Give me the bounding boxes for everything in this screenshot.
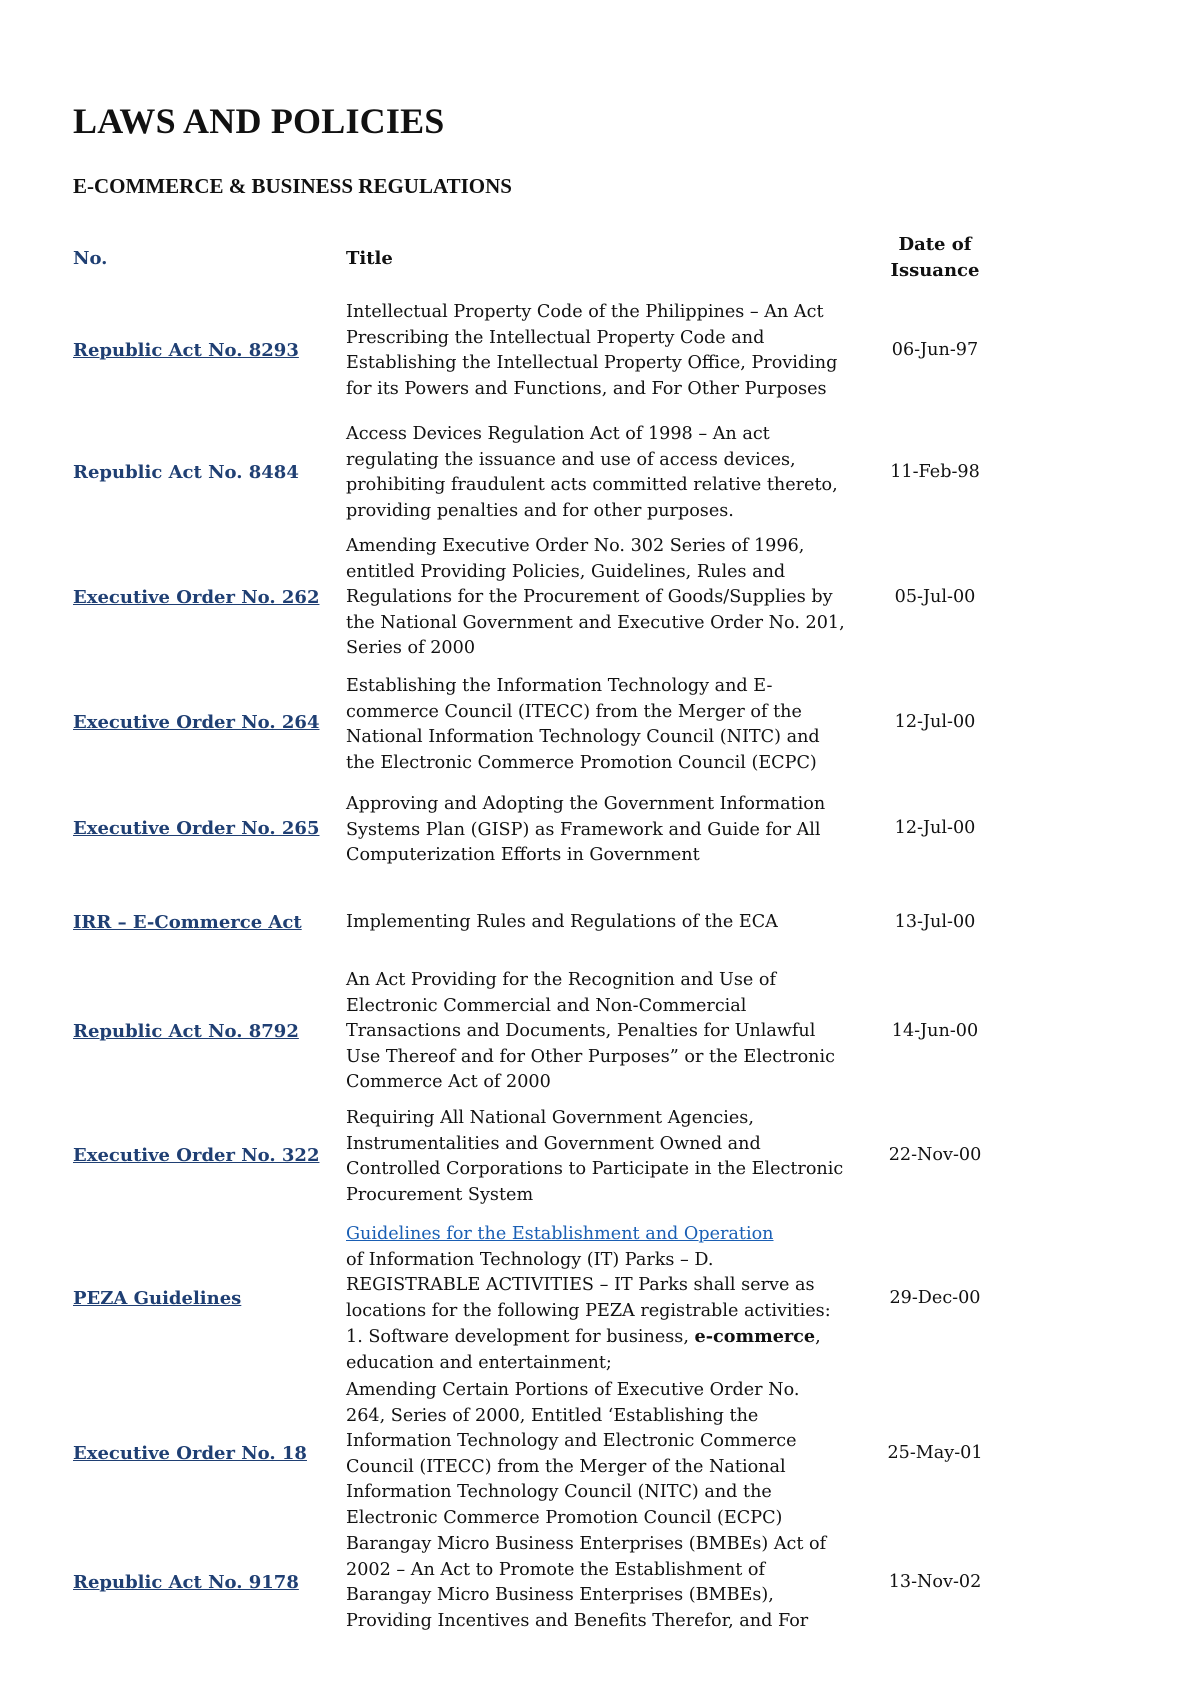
guidelines-link[interactable]: Guidelines for the Establishment and Operation (346, 1224, 774, 1244)
row-number-link[interactable]: Executive Order No. 262 (73, 587, 320, 608)
row-title (346, 300, 846, 402)
row-title (346, 534, 846, 662)
title-line: Amending Certain Portions of Executive Order No. (346, 1380, 800, 1400)
title-line: Transactions and Documents, Penalties for Unlawful (346, 1021, 816, 1041)
title-line: Establishing the Intellectual Property Office, Providing (346, 353, 838, 373)
title-text: , (815, 1327, 821, 1347)
title-line: Electronic Commercial and Non-Commercial (346, 995, 747, 1016)
row-title (346, 792, 846, 869)
row-title (346, 674, 846, 776)
row-date: 13-Jul-00 (894, 912, 976, 932)
row-date: 12-Jul-00 (894, 712, 976, 732)
title-line: Amending Executive Order No. 302 Series of 1996, (346, 536, 805, 556)
row-number-link[interactable]: Executive Order No. 264 (73, 712, 320, 733)
title-line: the National Government and Executive Order No. 201, (346, 612, 845, 633)
row-title (346, 1532, 846, 1634)
title-line: prohibiting fraudulent acts committed relative thereto, (346, 475, 838, 495)
title-line: REGISTRABLE ACTIVITIES – IT Parks shall serve as (346, 1275, 815, 1295)
title-line: Procurement System (346, 1184, 534, 1205)
row-date: 06-Jun-97 (891, 340, 979, 360)
column-header-date-line1: Date of (898, 234, 972, 255)
title-line: of Information Technology (IT) Parks – D. (346, 1249, 714, 1270)
row-title (346, 422, 846, 524)
column-header-no: No. (73, 248, 108, 269)
row-date: 11-Feb-98 (890, 462, 980, 482)
row-number-link[interactable]: Republic Act No. 9178 (73, 1572, 299, 1593)
row-date: 13-Nov-02 (888, 1572, 982, 1592)
title-text: 1. Software development for business, (346, 1327, 695, 1347)
title-line: Commerce Act of 2000 (346, 1072, 551, 1092)
row-number-link[interactable]: Executive Order No. 322 (73, 1145, 320, 1166)
column-header-date (860, 232, 1010, 284)
title-line: Access Devices Regulation Act of 1998 – An act (346, 424, 770, 444)
title-line: entitled Providing Policies, Guidelines, Rules and (346, 561, 786, 582)
row-title (346, 910, 846, 936)
row-number-link[interactable]: IRR – E-Commerce Act (73, 912, 302, 933)
title-text-bold: e-commerce (694, 1326, 816, 1347)
title-line: Requiring All National Government Agencies, (346, 1108, 754, 1128)
title-line: 2002 – An Act to Promote the Establishment of (346, 1559, 765, 1580)
column-header-title: Title (346, 248, 393, 269)
column-header-date-line2: Issuance (890, 260, 980, 281)
title-line: for its Powers and Functions, and For Other Purposes (346, 378, 827, 399)
title-line: commerce Council (ITECC) from the Merger of the (346, 701, 802, 722)
title-line: Instrumentalities and Government Owned and (346, 1133, 761, 1154)
title-line: Council (ITECC) from the Merger of the National (346, 1456, 786, 1477)
row-title (346, 968, 846, 1096)
title-line: National Information Technology Council (NITC) and (346, 727, 820, 747)
row-date: 12-Jul-00 (894, 818, 976, 838)
title-line: regulating the issuance and use of access devices, (346, 449, 796, 470)
title-line: Regulations for the Procurement of Goods/Supplies by (346, 587, 833, 607)
title-line: Controlled Corporations to Participate in the Electronic (346, 1159, 844, 1179)
title-line: Prescribing the Intellectual Property Code and (346, 327, 765, 348)
row-date: 25-May-01 (887, 1443, 983, 1463)
row-number: Republic Act No. 8484 (73, 462, 299, 483)
title-line: Use Thereof and for Other Purposes” or the Electronic (346, 1046, 835, 1067)
title-line: Computerization Efforts in Government (346, 845, 700, 865)
title-line: Approving and Adopting the Government Information (346, 794, 826, 814)
section-title: E-COMMERCE & BUSINESS REGULATIONS (73, 174, 512, 198)
title-line: Series of 2000 (346, 638, 476, 658)
title-line: Barangay Micro Business Enterprises (BMBEs), (346, 1585, 774, 1605)
row-number-link[interactable]: Executive Order No. 265 (73, 818, 320, 839)
row-number-link[interactable]: PEZA Guidelines (73, 1288, 242, 1309)
title-line: Barangay Micro Business Enterprises (BMBEs) Act of (346, 1534, 827, 1554)
row-title (346, 1222, 846, 1376)
title-line: Information Technology and Electronic Commerce (346, 1431, 797, 1451)
title-line: Electronic Commerce Promotion Council (ECPC) (346, 1507, 783, 1528)
title-line: Systems Plan (GISP) as Framework and Guide for All (346, 819, 821, 840)
row-date: 29-Dec-00 (889, 1288, 981, 1308)
row-date: 14-Jun-00 (891, 1021, 979, 1041)
row-date: 05-Jul-00 (894, 587, 976, 607)
title-line: An Act Providing for the Recognition and Use of (346, 970, 777, 990)
title-line: providing penalties and for other purposes. (346, 500, 734, 521)
title-line: Information Technology Council (NITC) and the (346, 1482, 772, 1502)
row-date: 22-Nov-00 (888, 1145, 982, 1165)
title-line: Intellectual Property Code of the Philippines – An Act (346, 302, 824, 322)
title-line: Implementing Rules and Regulations of the ECA (346, 912, 778, 932)
title-line: Establishing the Information Technology and E- (346, 676, 773, 696)
row-title (346, 1378, 846, 1531)
title-line: locations for the following PEZA registrable activities: (346, 1300, 831, 1321)
row-number-link[interactable]: Executive Order No. 18 (73, 1443, 307, 1464)
title-line: education and entertainment; (346, 1352, 612, 1373)
title-line: Providing Incentives and Benefits Therefor, and For (346, 1610, 809, 1631)
row-title (346, 1106, 846, 1208)
row-number-link[interactable]: Republic Act No. 8792 (73, 1021, 299, 1042)
page-title: LAWS AND POLICIES (73, 101, 445, 141)
title-line: the Electronic Commerce Promotion Council (ECPC) (346, 752, 817, 773)
title-line: 264, Series of 2000, Entitled ‘Establishing the (346, 1405, 759, 1426)
row-number-link[interactable]: Republic Act No. 8293 (73, 340, 299, 361)
title-line (346, 1324, 846, 1351)
